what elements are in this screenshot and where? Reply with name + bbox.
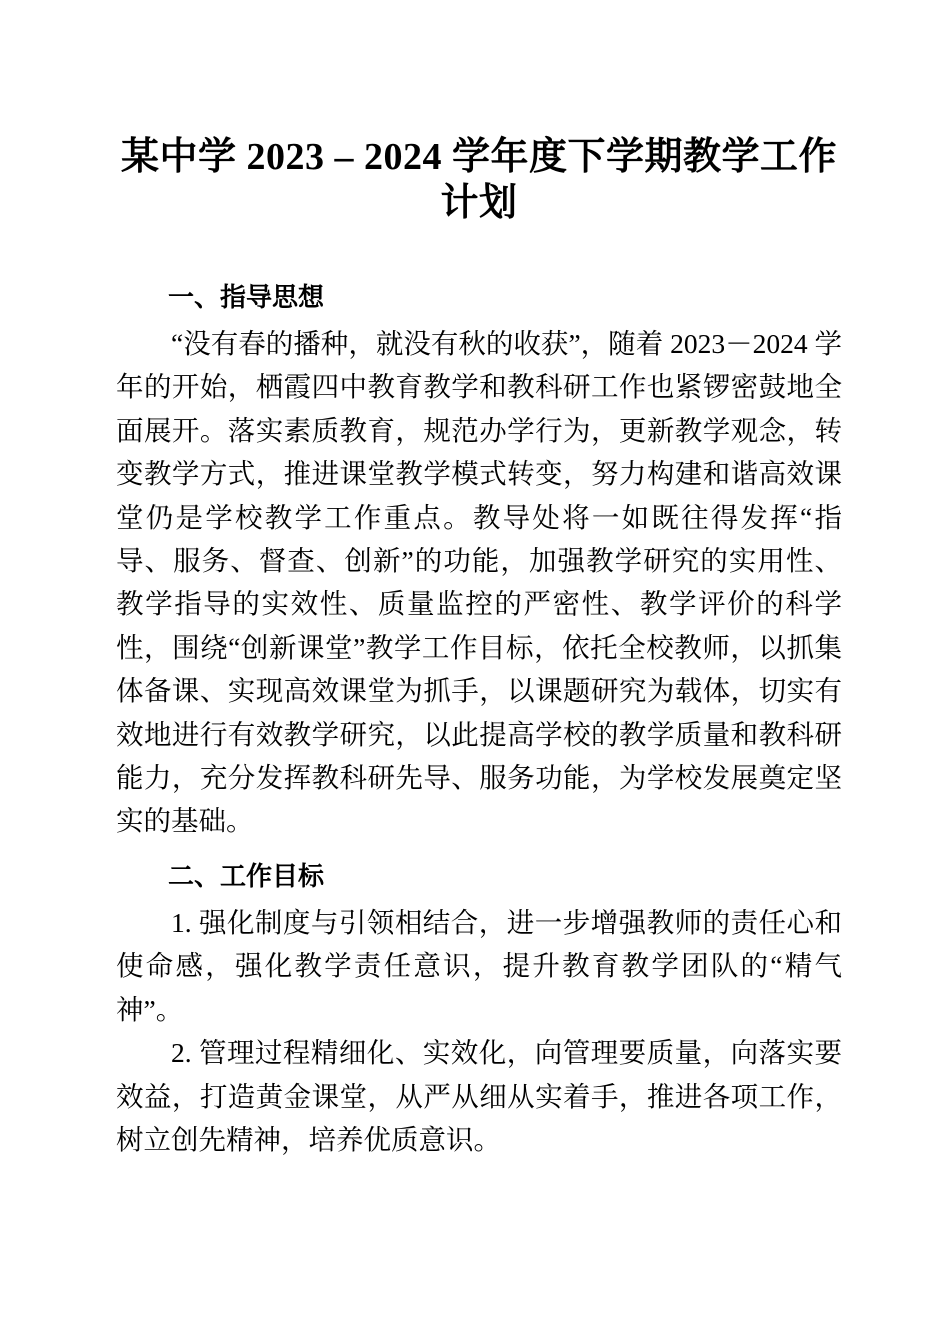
document-title: 某中学 2023 – 2024 学年度下学期教学工作计划 xyxy=(120,136,837,224)
paragraph-work-goal-2: 2. 管理过程精细化、实效化，向管理要质量，向落实要效益，打造黄金课堂，从严从细从实着手，推进各项工作，树立创先精神，培养优质意识。 xyxy=(116,1037,842,1155)
paragraph-guiding-ideology: “没有春的播种，就没有秋的收获”，随着 2023－2024 学年的开始，栖霞四中教育教学和教科研工作也紧锣密鼓地全面展开。落实素质教育，规范办学行为，更新教学观念，转变教学方式，推进课堂教学模式转变，努力构建和谐高效课堂仍是学校教学工作重点。教导处将一如既往得发挥“指导、服务、督查、创新”的功能，加强教学研究的实用性、教学指导的实效性、质量监控的严密性、教学评价的科学性，围绕“创新课堂”教学工作目标，依托全校教师，以抓集体备课、实现高效课堂为抓手，以课题研究为载体，切实有效地进行有效教学研究，以此提高学校的教学质量和教科研能力，充分发挥教科研先导、服务功能，为学校发展奠定坚实的基础。 xyxy=(116,328,842,837)
section-heading-guiding-ideology: 一、指导思想 xyxy=(168,282,325,312)
paragraph-work-goal-1: 1. 强化制度与引领相结合，进一步增强教师的责任心和使命感，强化教学责任意识，提升教育教学团队的“精气神”。 xyxy=(116,906,842,1025)
section-heading-work-goals: 二、工作目标 xyxy=(168,860,325,891)
